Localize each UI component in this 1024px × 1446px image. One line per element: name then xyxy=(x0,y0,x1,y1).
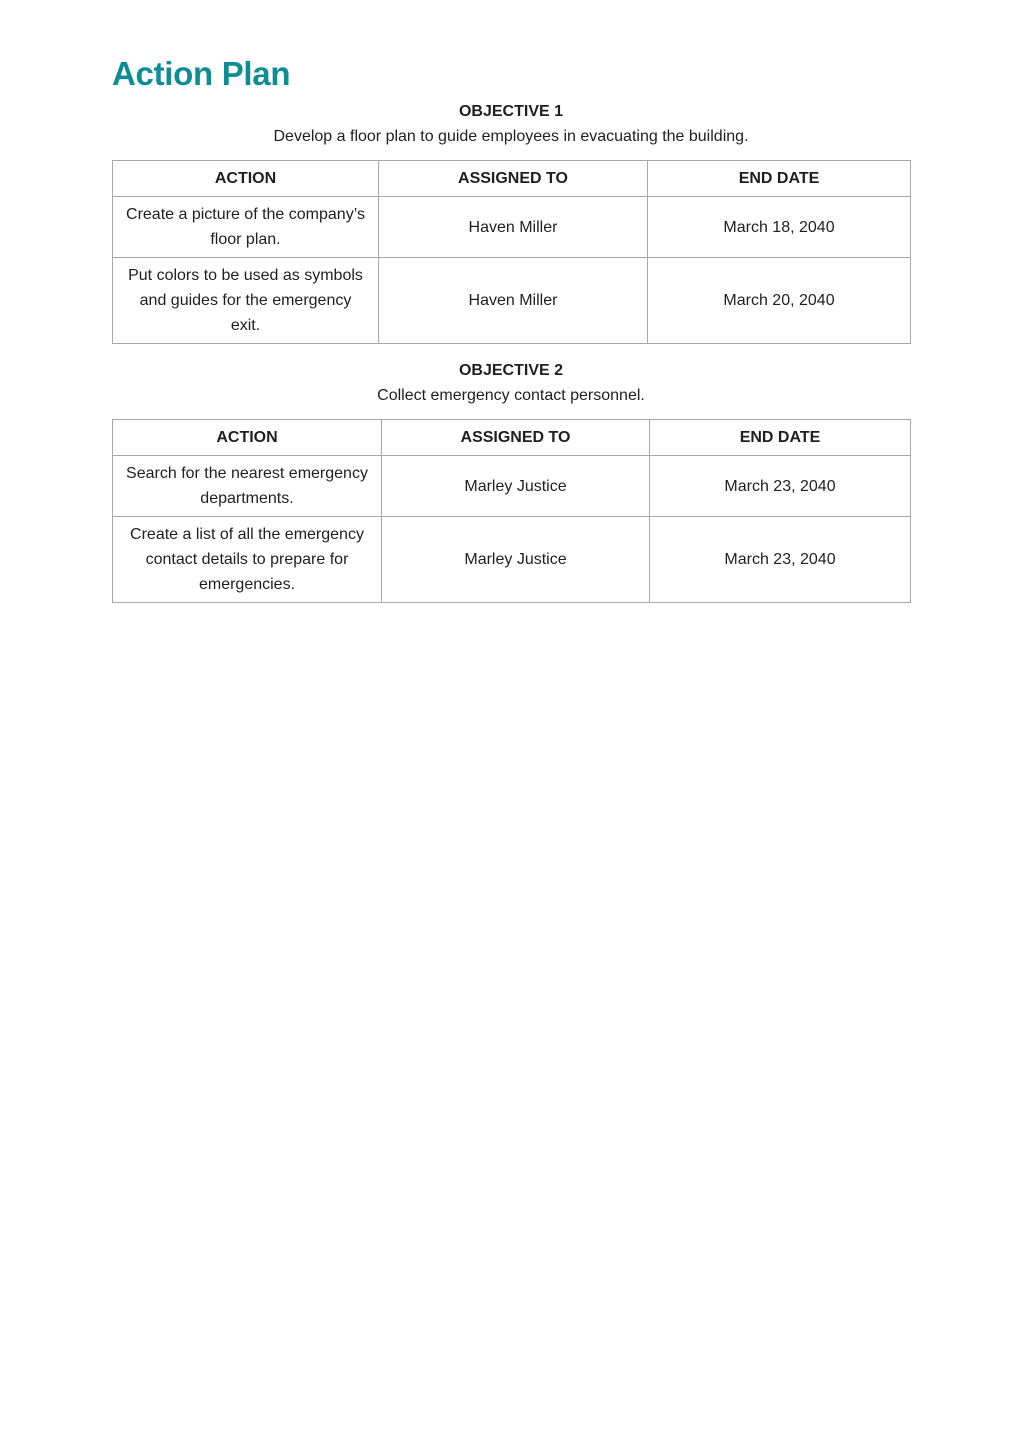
end-date-cell: March 20, 2040 xyxy=(648,258,911,344)
action-cell: Put colors to be used as symbols and guides for the emergency exit. xyxy=(113,258,379,344)
table-row xyxy=(113,197,911,258)
action-cell: Create a picture of the company’s floor plan. xyxy=(113,197,379,258)
objective-heading: OBJECTIVE 2 xyxy=(458,362,564,379)
objective-1-table xyxy=(112,160,911,344)
objective-description: Develop a floor plan to guide employees in evacuating the building. xyxy=(273,128,749,145)
table-row xyxy=(113,258,911,344)
assigned-to-cell: Marley Justice xyxy=(382,456,650,517)
assigned-to-cell: Haven Miller xyxy=(379,258,648,344)
table-row xyxy=(113,517,911,603)
action-cell: Create a list of all the emergency contact details to prepare for emergencies. xyxy=(113,517,382,603)
end-date-cell: March 18, 2040 xyxy=(648,197,911,258)
document-title: Action Plan xyxy=(112,55,291,92)
table-header-row xyxy=(113,420,911,456)
table-header-row xyxy=(113,161,911,197)
column-header-action: ACTION xyxy=(113,161,379,197)
end-date-cell: March 23, 2040 xyxy=(650,456,911,517)
column-header-end-date: END DATE xyxy=(650,420,911,456)
assigned-to-cell: Marley Justice xyxy=(382,517,650,603)
column-header-assigned-to: ASSIGNED TO xyxy=(379,161,648,197)
column-header-assigned-to: ASSIGNED TO xyxy=(382,420,650,456)
end-date-cell: March 23, 2040 xyxy=(650,517,911,603)
objective-2-table xyxy=(112,419,911,603)
column-header-action: ACTION xyxy=(113,420,382,456)
column-header-end-date: END DATE xyxy=(648,161,911,197)
objective-1-section xyxy=(112,102,910,344)
objective-heading: OBJECTIVE 1 xyxy=(458,103,564,120)
assigned-to-cell: Haven Miller xyxy=(379,197,648,258)
action-cell: Search for the nearest emergency departments. xyxy=(113,456,382,517)
table-row xyxy=(113,456,911,517)
objective-2-section xyxy=(112,361,910,603)
objective-description: Collect emergency contact personnel. xyxy=(377,387,645,404)
